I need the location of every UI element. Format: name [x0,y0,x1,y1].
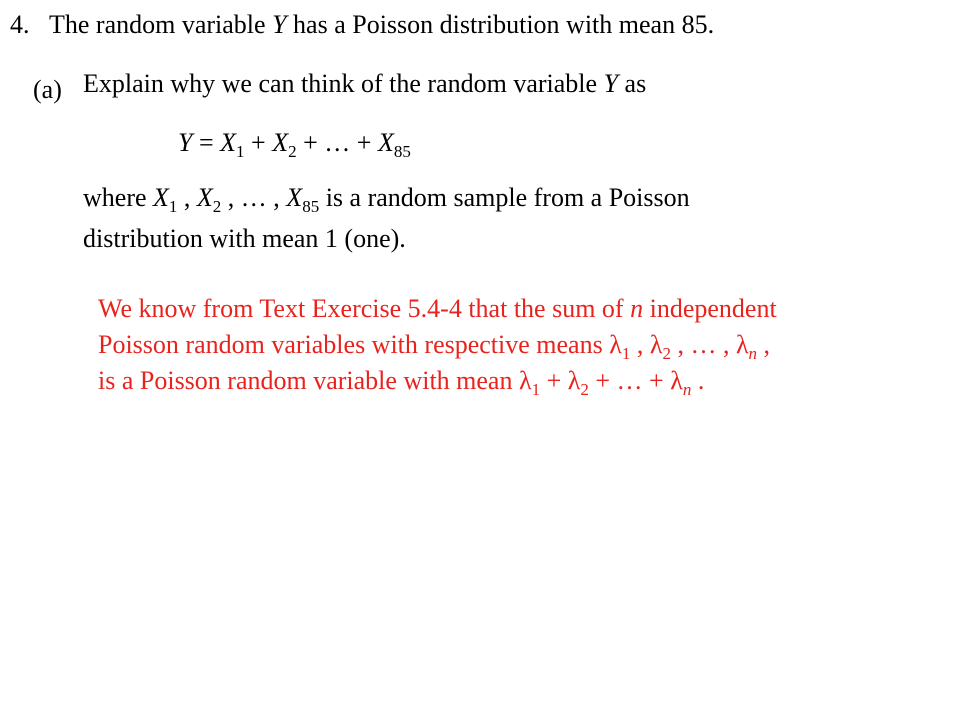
part-a-label: (a) [33,75,62,104]
sum-equation: $Y = X_1 + X_2$ + … + $X_{85}$ [178,128,411,161]
where-line-1: where $X_1$ , $X_2$ , … , $X_{85}$ is a random sample from a Poisson [83,183,690,216]
answer-line-3: is a Poisson random variable with mean $\lambda_1 + \lambda_2$ + … + $\lambda_n$ . [98,366,705,399]
where-line-2: distribution with mean 1 (one). [83,224,406,253]
answer-line-1: We know from Text Exercise 5.4-4 that the sum of n independent [98,294,777,323]
part-a-prompt: Explain why we can think of the random variable Y as [83,69,647,98]
problem-number: 4. [10,10,30,39]
problem-statement: 4. The random variable Y has a Poisson distribution with mean 85. [10,10,715,39]
answer-line-2: Poisson random variables with respective means $\lambda_1$ , $\lambda_2$ , … , $\lambda_n$ , [98,330,771,363]
